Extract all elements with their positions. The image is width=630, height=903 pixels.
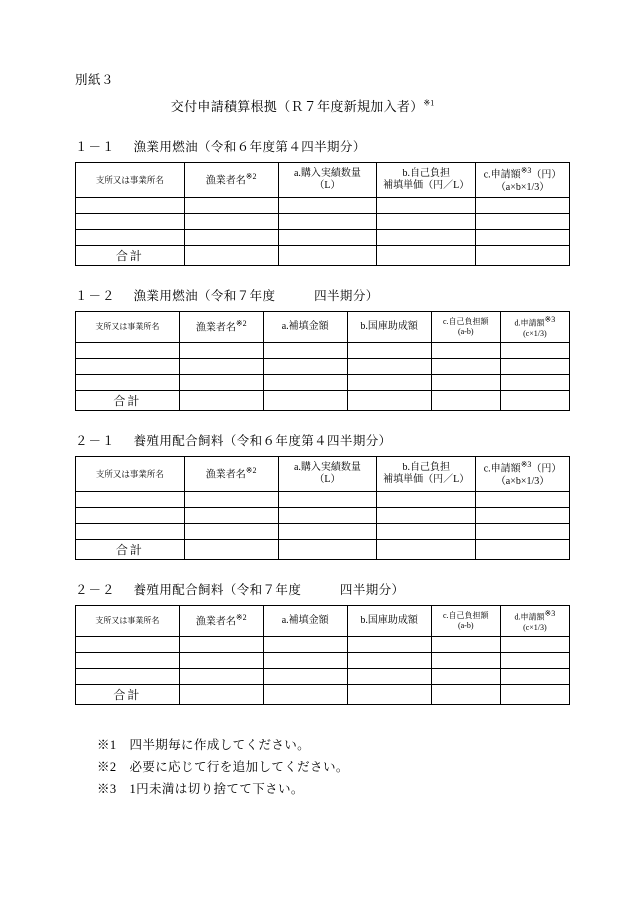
section-2-1-number: ２－１ (75, 433, 116, 448)
page-title-text: 交付申請積算根拠（Ｒ７年度新規加入者） (170, 99, 424, 114)
col-header-selfburden-unit: 補填単価（円／L） (383, 474, 470, 486)
cell-quantity-total[interactable] (278, 246, 377, 266)
cell-fisher[interactable] (184, 198, 278, 214)
col-header-compensation-label: a.補填金額 (281, 614, 329, 626)
section-1-1-heading: 漁業用燃油（令和６年度第４四半期分） (133, 140, 366, 154)
page-title (75, 96, 570, 115)
cell-amount-total[interactable] (500, 390, 569, 410)
footnote-3: ※3 1円未満は切り捨てて下さい。 (97, 781, 304, 796)
cell-selfburden-total[interactable] (431, 390, 500, 410)
cell-subsidy[interactable] (347, 636, 431, 652)
cell-fisher[interactable] (184, 508, 278, 524)
table-row[interactable] (76, 358, 570, 374)
table-row[interactable] (76, 668, 570, 684)
table-row[interactable] (76, 508, 570, 524)
col-header-selfburden-formula: (a-b) (457, 621, 474, 631)
section-1-2-heading: 漁業用燃油（令和７年度 四半期分） (133, 289, 379, 304)
table-2-2 (75, 605, 570, 705)
col-header-office (76, 456, 185, 491)
col-header-fisher-label: 漁業者名 (195, 616, 236, 628)
cell-subsidy-total[interactable] (347, 684, 431, 704)
col-header-quantity (278, 163, 377, 198)
table-row[interactable] (76, 230, 570, 246)
footnote-1: ※1 四半期毎に作成してください。 (97, 737, 311, 752)
cell-amount[interactable] (500, 636, 569, 652)
cell-subsidy[interactable] (347, 358, 431, 374)
cell-quantity[interactable] (278, 524, 377, 540)
cell-compensation[interactable] (263, 652, 347, 668)
cell-quantity[interactable] (278, 492, 377, 508)
cell-fisher-total[interactable] (184, 246, 278, 266)
total-label: 合計 (76, 684, 180, 704)
col-header-fisher (179, 606, 263, 637)
title-footnote-marker: ※1 (423, 98, 435, 108)
total-label: 合計 (76, 246, 185, 266)
cell-subsidy[interactable] (347, 342, 431, 358)
cell-amount[interactable] (500, 358, 569, 374)
cell-amount[interactable] (476, 492, 570, 508)
cell-quantity[interactable] (278, 214, 377, 230)
cell-fisher[interactable] (184, 524, 278, 540)
col-header-amount-formula: （a×b×1/3） (495, 181, 550, 193)
cell-amount-total[interactable] (476, 246, 570, 266)
col-header-office-label: 支所又は事業所名 (95, 468, 164, 479)
col-header-office (76, 163, 185, 198)
col-header-amount-label: d.申請額 (514, 612, 545, 622)
cell-quantity[interactable] (278, 508, 377, 524)
cell-amount[interactable] (500, 652, 569, 668)
cell-office[interactable] (76, 668, 180, 684)
section-2-1-heading: 養殖用配合飼料（令和６年度第４四半期分） (133, 433, 392, 448)
cell-fisher[interactable] (179, 668, 263, 684)
cell-office[interactable] (76, 214, 185, 230)
cell-office[interactable] (76, 342, 180, 358)
section-2-1-title (75, 431, 570, 449)
cell-fisher[interactable] (184, 214, 278, 230)
col-header-selfburden-label: b.自己負担 (402, 461, 450, 473)
table-row[interactable] (76, 636, 570, 652)
table-row[interactable] (76, 524, 570, 540)
col-header-amount (500, 312, 569, 343)
cell-selfburden[interactable] (377, 230, 476, 246)
cell-selfburden[interactable] (431, 668, 500, 684)
cell-fisher[interactable] (179, 374, 263, 390)
cell-amount[interactable] (476, 198, 570, 214)
table-total-row[interactable] (76, 684, 570, 704)
cell-fisher[interactable] (184, 492, 278, 508)
col-header-office (76, 312, 180, 343)
table-1-1 (75, 162, 570, 266)
cell-selfburden[interactable] (377, 508, 476, 524)
cell-office[interactable] (76, 636, 180, 652)
section-2-2-heading: 養殖用配合飼料（令和７年度 四半期分） (133, 583, 405, 598)
col-header-subsidy (347, 312, 431, 343)
cell-office[interactable] (76, 492, 185, 508)
cell-selfburden-total[interactable] (377, 246, 476, 266)
col-header-amount-label: d.申請額 (514, 318, 545, 328)
cell-selfburden[interactable] (431, 636, 500, 652)
cell-amount[interactable] (476, 230, 570, 246)
col-header-selfburden (431, 312, 500, 343)
cell-subsidy[interactable] (347, 374, 431, 390)
cell-office[interactable] (76, 358, 180, 374)
col-header-amount-note: ※3 (520, 166, 532, 175)
cell-fisher[interactable] (179, 342, 263, 358)
section-1-1-title (75, 137, 570, 155)
col-header-quantity-unit: （L） (314, 474, 341, 486)
table-row[interactable] (76, 374, 570, 390)
cell-compensation[interactable] (263, 342, 347, 358)
cell-fisher[interactable] (179, 358, 263, 374)
col-header-amount-note: ※3 (544, 315, 556, 325)
col-header-selfburden-unit: 補填単価（円／L） (383, 180, 470, 192)
section-2-2-number: ２－２ (75, 583, 116, 598)
cell-amount[interactable] (500, 668, 569, 684)
col-header-selfburden-label: c.自己負担額 (442, 317, 489, 327)
col-header-quantity-label: a.購入実績数量 (293, 461, 361, 473)
table-1-2 (75, 311, 570, 411)
section-1-1-number: １－１ (75, 140, 116, 154)
section-1-2-number: １－２ (75, 289, 116, 304)
cell-fisher-total[interactable] (179, 684, 263, 704)
cell-selfburden[interactable] (377, 198, 476, 214)
cell-subsidy[interactable] (347, 652, 431, 668)
col-header-amount-label: c.申請額 (483, 463, 521, 475)
attachment-label: 別紙３ (75, 73, 115, 87)
table-row[interactable] (76, 652, 570, 668)
cell-amount[interactable] (476, 214, 570, 230)
col-header-selfburden-label: c.自己負担額 (442, 611, 489, 621)
cell-selfburden[interactable] (431, 342, 500, 358)
col-header-compensation (263, 312, 347, 343)
table-2-1 (75, 456, 570, 560)
table-header-row (76, 312, 570, 343)
col-header-fisher-note: ※2 (235, 613, 247, 623)
col-header-subsidy-label: b.国庫助成額 (360, 614, 418, 626)
col-header-amount-formula: （a×b×1/3） (495, 475, 550, 487)
col-header-amount (476, 456, 570, 491)
col-header-fisher (184, 163, 278, 198)
col-header-office-label: 支所又は事業所名 (95, 174, 164, 185)
col-header-quantity (278, 456, 377, 491)
section-1-1 (75, 137, 570, 266)
col-header-quantity-label: a.購入実績数量 (293, 167, 361, 179)
cell-selfburden-total[interactable] (431, 684, 500, 704)
cell-office[interactable] (76, 652, 180, 668)
cell-subsidy-total[interactable] (347, 390, 431, 410)
cell-office[interactable] (76, 198, 185, 214)
table-row[interactable] (76, 198, 570, 214)
cell-compensation[interactable] (263, 668, 347, 684)
cell-amount[interactable] (500, 374, 569, 390)
total-label: 合計 (76, 390, 180, 410)
cell-fisher[interactable] (179, 652, 263, 668)
cell-selfburden[interactable] (377, 214, 476, 230)
cell-amount-total[interactable] (476, 540, 570, 560)
col-header-compensation (263, 606, 347, 637)
footnotes (75, 735, 570, 801)
col-header-fisher-label: 漁業者名 (205, 175, 246, 187)
col-header-selfburden (377, 456, 476, 491)
cell-compensation-total[interactable] (263, 684, 347, 704)
table-total-row[interactable] (76, 540, 570, 560)
cell-selfburden[interactable] (431, 358, 500, 374)
col-header-office (76, 606, 180, 637)
cell-quantity[interactable] (278, 198, 377, 214)
col-header-amount-formula: (c×1/3) (523, 622, 547, 632)
col-header-subsidy-label: b.国庫助成額 (360, 320, 418, 332)
col-header-quantity-unit: （L） (314, 180, 341, 192)
col-header-fisher (184, 456, 278, 491)
col-header-amount-note: ※3 (544, 609, 556, 619)
cell-amount[interactable] (476, 524, 570, 540)
section-1-2 (75, 286, 570, 411)
table-total-row[interactable] (76, 390, 570, 410)
col-header-selfburden-label: b.自己負担 (402, 167, 450, 179)
cell-compensation[interactable] (263, 374, 347, 390)
table-row[interactable] (76, 342, 570, 358)
cell-fisher[interactable] (184, 230, 278, 246)
col-header-fisher-label: 漁業者名 (195, 322, 236, 334)
col-header-amount-unit: （円） (531, 169, 562, 181)
cell-selfburden[interactable] (377, 524, 476, 540)
cell-fisher-total[interactable] (179, 390, 263, 410)
cell-selfburden[interactable] (377, 492, 476, 508)
col-header-amount-note: ※3 (520, 459, 532, 469)
cell-amount[interactable] (500, 342, 569, 358)
cell-office[interactable] (76, 508, 185, 524)
cell-amount[interactable] (476, 508, 570, 524)
col-header-fisher-note: ※2 (235, 319, 247, 329)
col-header-amount-formula: (c×1/3) (523, 328, 547, 338)
footnote-2: ※2 必要に応じて行を追加してください。 (97, 759, 349, 774)
table-row[interactable] (76, 214, 570, 230)
cell-compensation-total[interactable] (263, 390, 347, 410)
cell-fisher[interactable] (179, 636, 263, 652)
col-header-fisher-label: 漁業者名 (205, 469, 246, 481)
cell-selfburden[interactable] (431, 374, 500, 390)
section-2-2 (75, 580, 570, 705)
cell-office[interactable] (76, 524, 185, 540)
col-header-amount (500, 606, 569, 637)
cell-amount-total[interactable] (500, 684, 569, 704)
cell-office[interactable] (76, 230, 185, 246)
col-header-amount (476, 163, 570, 198)
section-2-1 (75, 431, 570, 560)
col-header-fisher-note: ※2 (245, 466, 257, 476)
cell-quantity-total[interactable] (278, 540, 377, 560)
col-header-subsidy (347, 606, 431, 637)
section-2-2-title (75, 580, 570, 598)
col-header-amount-unit: （円） (531, 463, 562, 475)
cell-selfburden-total[interactable] (377, 540, 476, 560)
cell-fisher-total[interactable] (184, 540, 278, 560)
table-header-row (76, 163, 570, 198)
col-header-selfburden-formula: (a-b) (457, 327, 474, 337)
col-header-fisher (179, 312, 263, 343)
cell-compensation[interactable] (263, 358, 347, 374)
col-header-office-label: 支所又は事業所名 (95, 322, 160, 332)
table-header-row (76, 606, 570, 637)
cell-compensation[interactable] (263, 636, 347, 652)
col-header-compensation-label: a.補填金額 (281, 320, 329, 332)
table-header-row (76, 456, 570, 491)
total-label: 合計 (76, 540, 185, 560)
cell-quantity[interactable] (278, 230, 377, 246)
table-row[interactable] (76, 492, 570, 508)
cell-selfburden[interactable] (431, 652, 500, 668)
col-header-fisher-note: ※2 (245, 172, 257, 182)
section-1-2-title (75, 286, 570, 304)
cell-office[interactable] (76, 374, 180, 390)
cell-subsidy[interactable] (347, 668, 431, 684)
table-total-row[interactable] (76, 246, 570, 266)
col-header-office-label: 支所又は事業所名 (95, 616, 160, 626)
col-header-selfburden (377, 163, 476, 198)
col-header-selfburden (431, 606, 500, 637)
col-header-amount-label: c.申請額 (483, 169, 521, 181)
